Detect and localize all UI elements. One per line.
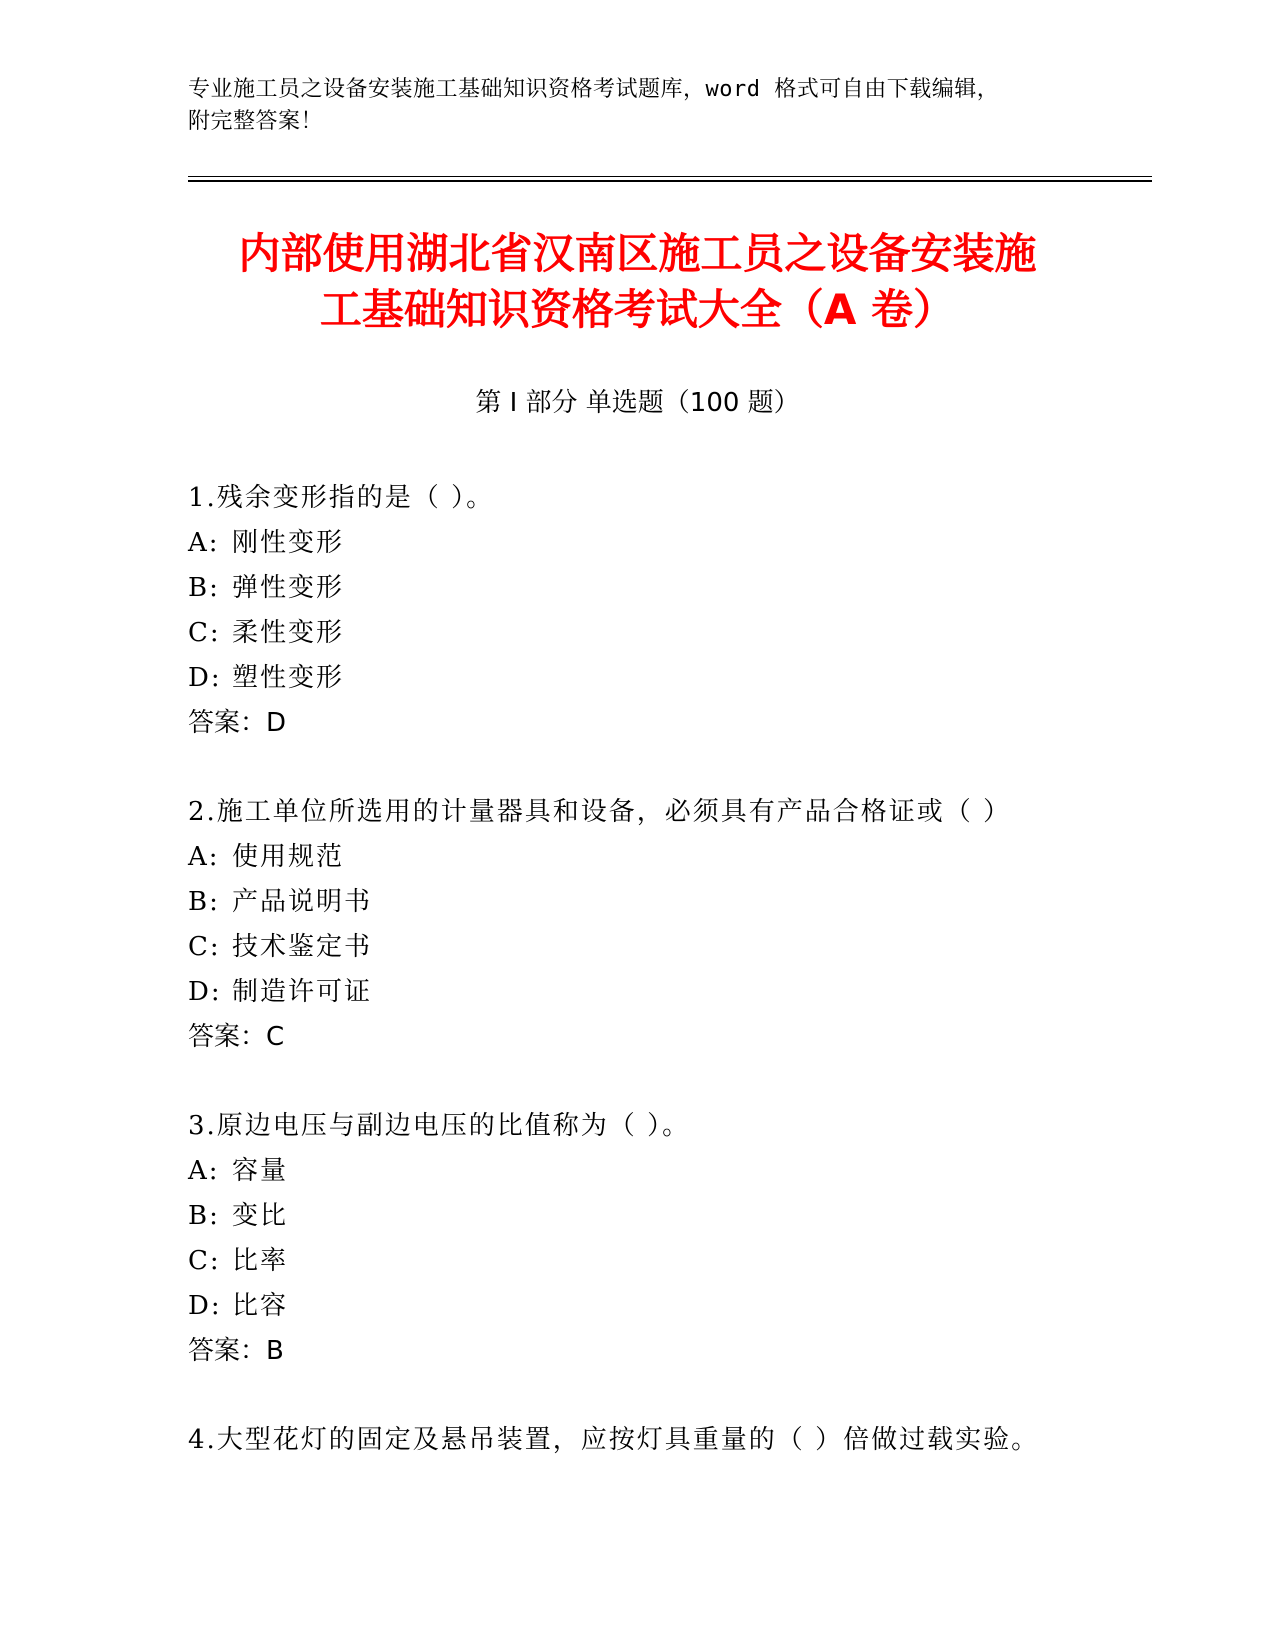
option-b (188, 566, 1148, 611)
document-title-line-1: 内部使用湖北省汉南区施工员之设备安装施 (238, 229, 1037, 278)
option-text: 比容 (232, 1291, 289, 1321)
answer: 答案：C (188, 1022, 285, 1052)
option-text: 容量 (232, 1156, 289, 1186)
option-letter: D: (188, 977, 222, 1007)
option-letter: A: (188, 1156, 220, 1186)
option-a (188, 521, 1148, 566)
option-letter: D: (188, 663, 222, 693)
question-4 (188, 1418, 1148, 1463)
option-d (188, 656, 1148, 701)
option-text: 制造许可证 (232, 977, 373, 1007)
option-text: 刚性变形 (232, 528, 345, 558)
option-text: 技术鉴定书 (232, 932, 373, 962)
option-letter: B: (188, 573, 220, 603)
question-1 (188, 476, 1148, 746)
section-title: 第 I 部分 单选题（100 题） (475, 388, 800, 418)
header-divider-thin (188, 176, 1152, 177)
question-2 (188, 790, 1148, 1060)
header-divider-thick (188, 180, 1152, 182)
header-note (188, 74, 1068, 138)
document-title-line-2: 工基础知识资格考试大全（A 卷） (319, 285, 956, 334)
question-stem: 1.残余变形指的是（ ）。 (188, 483, 495, 513)
answer: 答案：D (188, 708, 287, 738)
header-note-line-2: 附完整答案！ (188, 109, 324, 134)
question-stem: 4.大型花灯的固定及悬吊装置，应按灯具重量的（ ）倍做过载实验。 (188, 1425, 1040, 1455)
option-text: 使用规范 (232, 842, 345, 872)
option-letter: A: (188, 842, 220, 872)
option-letter: A: (188, 528, 220, 558)
option-letter: C: (188, 618, 221, 648)
document-title (150, 226, 1125, 338)
option-c (188, 925, 1148, 970)
option-letter: C: (188, 1246, 221, 1276)
option-b (188, 1194, 1148, 1239)
answer: 答案：B (188, 1336, 284, 1366)
question-list (188, 476, 1148, 1507)
option-text: 柔性变形 (232, 618, 345, 648)
option-text: 弹性变形 (232, 573, 345, 603)
option-letter: D: (188, 1291, 222, 1321)
option-b (188, 880, 1148, 925)
option-a (188, 835, 1148, 880)
option-text: 变比 (232, 1201, 289, 1231)
option-letter: B: (188, 1201, 220, 1231)
question-stem: 3.原边电压与副边电压的比值称为（ ）。 (188, 1111, 691, 1141)
option-letter: B: (188, 887, 220, 917)
option-text: 产品说明书 (232, 887, 373, 917)
header-note-line-1: 专业施工员之设备安装施工基础知识资格考试题库，word 格式可自由下载编辑， (188, 77, 1000, 102)
question-stem: 2.施工单位所选用的计量器具和设备，必须具有产品合格证或（ ） (188, 797, 1012, 827)
option-d (188, 1284, 1148, 1329)
option-letter: C: (188, 932, 221, 962)
option-d (188, 970, 1148, 1015)
option-c (188, 1239, 1148, 1284)
option-text: 塑性变形 (232, 663, 345, 693)
option-c (188, 611, 1148, 656)
question-3 (188, 1104, 1148, 1374)
option-a (188, 1149, 1148, 1194)
option-text: 比率 (232, 1246, 289, 1276)
